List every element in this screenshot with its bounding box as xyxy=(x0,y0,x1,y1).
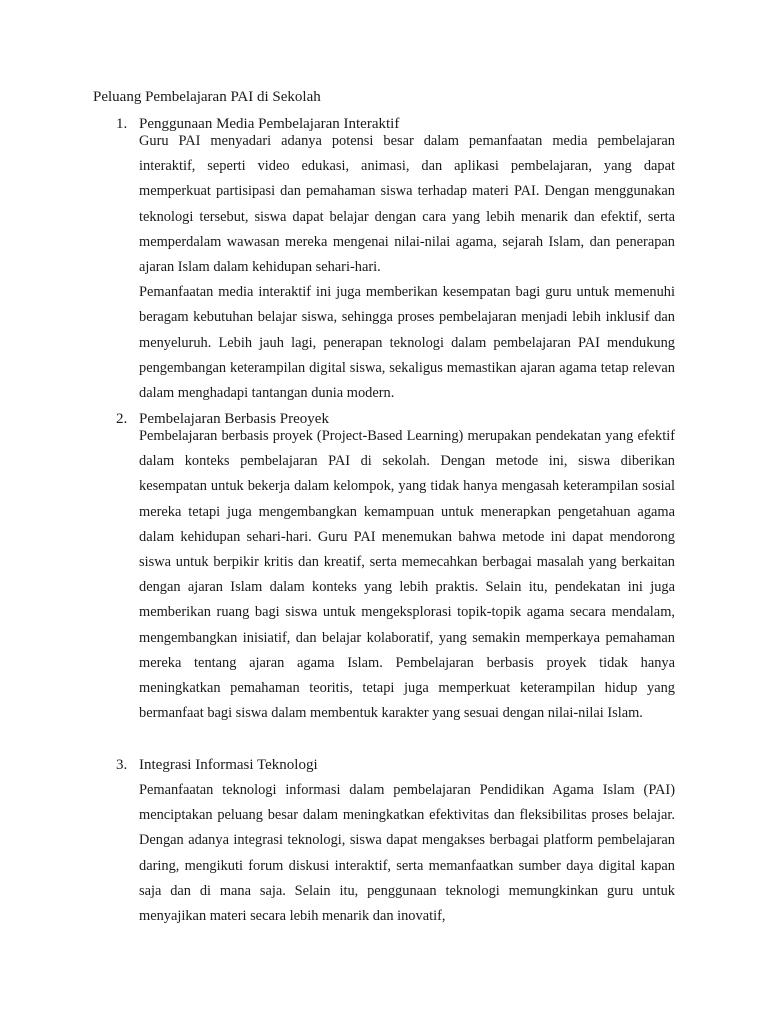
list-item-2 xyxy=(93,409,675,726)
document-title: Peluang Pembelajaran PAI di Sekolah xyxy=(93,89,321,105)
list-item-title: Pembelajaran Berbasis Preoyek xyxy=(139,411,329,427)
list-item-heading xyxy=(93,409,675,429)
list-item-heading xyxy=(93,755,675,775)
paragraph: Pemanfaatan teknologi informasi dalam pembelajaran Pendidikan Agama Islam (PAI) menciptakan peluang besar dalam meningkatkan efektivitas dan fleksibilitas proses belajar. Dengan adanya integrasi teknologi, siswa dapat mengakses berbagai platform pembelajaran daring, mengikuti forum diskusi interaktif, serta memanfaatkan sumber daya digital kapan saja dan di mana saja. Selain itu, penggunaan teknologi memungkinkan guru untuk menyajikan materi secara lebih menarik dan inovatif, xyxy=(139,782,675,925)
list-item-1 xyxy=(93,114,675,406)
list-item-heading xyxy=(93,114,675,134)
paragraph: Guru PAI menyadari adanya potensi besar dalam pemanfaatan media pembelajaran interaktif, seperti video edukasi, animasi, dan aplikasi pembelajaran, yang dapat memperkuat partisipasi dan pemahaman siswa terhadap materi PAI. Dengan menggunakan teknologi tersebut, siswa dapat belajar dengan cara yang lebih menarik dan efektif, serta memperdalam wawasan mereka mengenai nilai-nilai agama, sejarah Islam, dan penerapan ajaran Islam dalam kehidupan sehari-hari. xyxy=(139,133,675,276)
paragraph: Pemanfaatan media interaktif ini juga memberikan kesempatan bagi guru untuk memenuhi beragam kebutuhan belajar siswa, sehingga proses pembelajaran menjadi lebih inklusif dan menyeluruh. Lebih jauh lagi, penerapan teknologi dalam pembelajaran PAI mendukung pengembangan keterampilan digital siswa, sekaligus memastikan ajaran agama tetap relevan dalam menghadapi tantangan dunia modern. xyxy=(139,284,675,402)
paragraph: Pembelajaran berbasis proyek (Project-Based Learning) merupakan pendekatan yang efektif dalam konteks pembelajaran PAI di sekolah. Dengan metode ini, siswa diberikan kesempatan untuk bekerja dalam kelompok, yang tidak hanya mengasah keterampilan sosial mereka tetapi juga mengembangkan kemampuan untuk menerapkan pengetahuan agama dalam kehidupan sehari-hari. Guru PAI menemukan bahwa metode ini dapat mendorong siswa untuk berpikir kritis dan kreatif, serta memecahkan berbagai masalah yang berkaitan dengan ajaran Islam dalam konteks yang lebih praktis. Selain itu, pendekatan ini juga memberikan ruang bagi siswa untuk mengeksplorasi topik-topik agama secara mendalam, mengembangkan inisiatif, dan belajar kolaboratif, yang semakin memperkaya pemahaman mereka tentang ajaran agama Islam. Pembelajaran berbasis proyek tidak hanya meningkatkan pemahaman teoritis, tetapi juga memperkuat keterampilan hidup yang bermanfaat bagi siswa dalam membentuk karakter yang sesuai dengan nilai-nilai Islam. xyxy=(139,428,675,722)
list-item-3 xyxy=(93,755,675,929)
list-item-number: 2. xyxy=(116,411,128,427)
list-item-title: Integrasi Informasi Teknologi xyxy=(139,757,318,773)
list-item-number: 1. xyxy=(116,116,128,132)
list-item-title: Penggunaan Media Pembelajaran Interaktif xyxy=(139,116,400,132)
list-item-number: 3. xyxy=(116,757,128,773)
